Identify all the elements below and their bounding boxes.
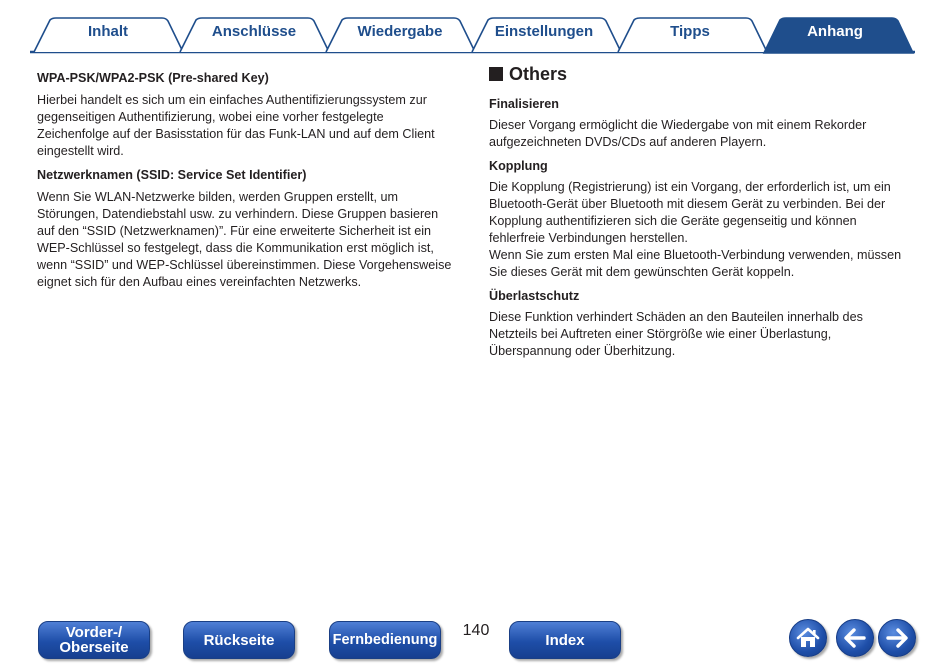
tab-anschluesse[interactable]: Anschlüsse — [211, 23, 297, 40]
home-icon — [790, 620, 826, 656]
section-heading: Netzwerknamen (SSID: Service Set Identifier) — [37, 168, 307, 182]
rear-panel-button[interactable]: Rückseite — [183, 621, 295, 659]
right-column — [489, 62, 914, 367]
tab-inhalt[interactable]: Inhalt — [88, 23, 128, 40]
section-heading: WPA-PSK/WPA2-PSK (Pre-shared Key) — [37, 71, 269, 85]
forward-button[interactable] — [878, 619, 916, 657]
tab-bar — [0, 0, 950, 56]
section-wpa-psk — [37, 70, 459, 160]
tab-wiedergabe[interactable]: Wiedergabe — [357, 23, 443, 40]
square-bullet-icon — [489, 67, 503, 81]
section-text: Hierbei handelt es sich um ein einfaches Authentifizierungssystem zur gegenseitigen Authentifizierung, wobei eine vorher festgelegte Zeichenfolge auf der Basisstation für das Funk-LAN und auf dem Client eingestellt wird. — [37, 93, 435, 158]
section-text-2: Wenn Sie zum ersten Mal eine Bluetooth-Verbindung verwenden, müssen Sie dieses Gerät mit dem gewünschten Gerät koppeln. — [489, 248, 902, 279]
tab-tipps[interactable]: Tipps — [670, 23, 710, 40]
section-ssid — [37, 167, 459, 291]
section-text: Diese Funktion verhindert Schäden an den Bauteilen innerhalb des Netzteils bei Auftreten einer Störgröße wie einer Überlastung, Überspannung oder Überhitzung. — [489, 310, 863, 358]
front-top-panel-button[interactable] — [38, 621, 150, 659]
front-top-panel-label-1: Vorder-/ — [65, 624, 123, 641]
others-title-text: Others — [509, 64, 568, 84]
tab-anhang[interactable]: Anhang — [807, 23, 863, 40]
others-title — [489, 62, 914, 86]
section-heading: Finalisieren — [489, 97, 559, 111]
home-button[interactable] — [789, 619, 827, 657]
section-text: Die Kopplung (Registrierung) ist ein Vorgang, der erforderlich ist, um ein Bluetooth-Gerät über Bluetooth mit diesem Gerät zu verbinden. Bei der Kopplung authentifizieren sich die Geräte gegenseitig und können fehlerfreie Verbindungen herstellen. — [489, 180, 891, 245]
tab-einstellungen[interactable]: Einstellungen — [494, 23, 594, 40]
page-number: 140 — [462, 622, 490, 639]
section-kopplung — [489, 158, 914, 281]
section-heading: Kopplung — [489, 159, 548, 173]
section-finalisieren — [489, 96, 914, 151]
front-top-panel-label-2: Oberseite — [59, 639, 129, 656]
section-ueberlastschutz — [489, 288, 914, 360]
index-button[interactable]: Index — [509, 621, 621, 659]
section-text: Dieser Vorgang ermöglicht die Wiedergabe von mit einem Rekorder aufgezeichneten DVDs/CDs auf anderen Playern. — [489, 118, 867, 149]
section-text: Wenn Sie WLAN-Netzwerke bilden, werden Gruppen erstellt, um Störungen, Datendiebstahl usw. zu verhindern. Diese Gruppen basieren auf den “SSID (Netzwerknamen)”. Für eine erweiterte Sicherheit ist ein WEP-Schlüssel so festgelegt, dass die Kommunikation erst möglich ist, wenn “SSID” und WEP-Schlüssel übereinstimmen. Diese Vorgehensweise eignet sich für den Aufbau eines vereinfachten Netzwerks. — [37, 190, 452, 289]
arrow-left-icon — [837, 620, 873, 656]
remote-control-button[interactable]: Fernbedienung — [329, 621, 441, 659]
arrow-right-icon — [879, 620, 915, 656]
left-column — [37, 70, 459, 298]
back-button[interactable] — [836, 619, 874, 657]
section-heading: Überlastschutz — [489, 289, 580, 303]
